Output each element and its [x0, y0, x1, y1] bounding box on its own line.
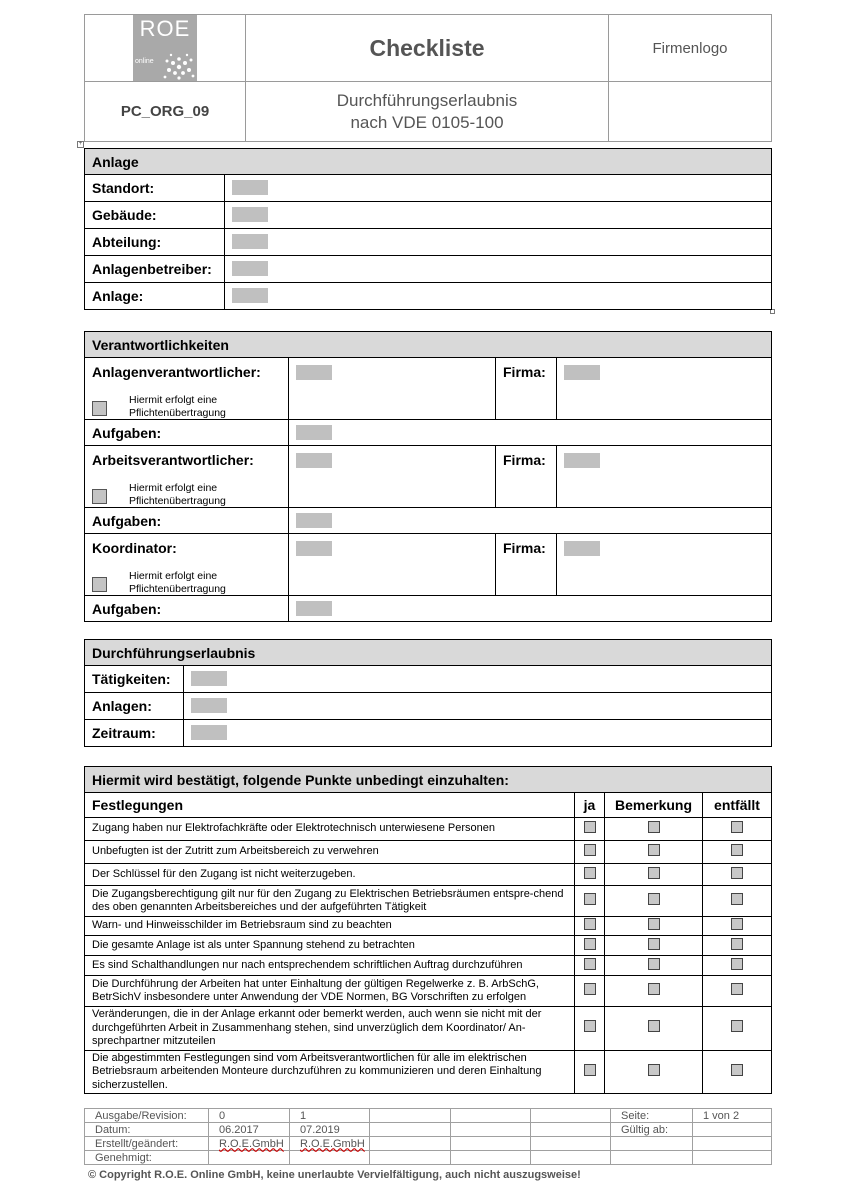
entfaellt-checkbox[interactable] — [731, 893, 743, 905]
document-header — [84, 14, 772, 142]
ja-checkbox[interactable] — [584, 893, 596, 905]
footer-label: Datum: — [85, 1123, 209, 1137]
anlage-input[interactable] — [232, 288, 268, 303]
item-text: Die gesamte Anlage ist als unter Spannung stehend zu betrachten — [85, 936, 575, 956]
anlagen-input[interactable] — [191, 698, 227, 713]
field-label: Gebäude: — [85, 202, 225, 229]
bemerkung-checkbox[interactable] — [648, 893, 660, 905]
footer-label: Genehmigt: — [85, 1151, 209, 1165]
revision-value: 0 — [209, 1109, 290, 1123]
entfaellt-checkbox[interactable] — [731, 1064, 743, 1076]
ja-checkbox[interactable] — [584, 1064, 596, 1076]
tasks-label: Aufgaben: — [85, 420, 289, 446]
delegation-note: Hiermit erfolgt eine Pflichtenübertragung — [129, 394, 226, 419]
bemerkung-checkbox[interactable] — [648, 1020, 660, 1032]
field-label: Anlagen: — [85, 693, 184, 720]
tasks-label: Aufgaben: — [85, 508, 289, 534]
anlagenverantwortlicher-input[interactable] — [296, 365, 332, 380]
table-move-handle[interactable]: + — [78, 141, 83, 147]
item-text: Die Durchführung der Arbeiten hat unter Einhaltung der gültigen Regelwerke z. B. ArbSchG, BetrSichV insbesondere unter Anwendung der VDE Normen, BG Vorschriften zu erfolgen — [85, 976, 575, 1007]
table-row — [85, 864, 772, 886]
bemerkung-checkbox[interactable] — [648, 938, 660, 950]
bemerkung-checkbox[interactable] — [648, 983, 660, 995]
delegation-note: Hiermit erfolgt eine Pflichtenübertragung — [129, 570, 226, 595]
bemerkung-checkbox[interactable] — [648, 867, 660, 879]
entfaellt-checkbox[interactable] — [731, 1020, 743, 1032]
item-text: Die abgestimmten Festlegungen sind vom Arbeitsverantwortlichen für alle im elektrischen Betriebsraum arbeitenden Monteure durchzuführen zu kommunizieren und deren Einhaltung sicherzustellen. — [85, 1050, 575, 1094]
item-text: Es sind Schalthandlungen nur nach entsprechendem schriftlichen Auftrag durchzuführen — [85, 956, 575, 976]
section-title: Anlage — [85, 149, 772, 175]
document-title: Checkliste — [246, 15, 609, 82]
table-row — [85, 936, 772, 956]
footer-label: Gültig ab: — [611, 1123, 693, 1137]
table-row — [85, 1050, 772, 1094]
ja-checkbox[interactable] — [584, 867, 596, 879]
logo-cell — [85, 15, 246, 82]
delegation-checkbox[interactable] — [92, 401, 107, 416]
document-subtitle: Durchführungserlaubnis nach VDE 0105-100 — [246, 82, 609, 142]
entfaellt-checkbox[interactable] — [731, 918, 743, 930]
entfaellt-checkbox[interactable] — [731, 821, 743, 833]
checklist-table — [84, 766, 772, 1094]
footer-label: Ausgabe/Revision: — [85, 1109, 209, 1123]
logo-globe-icon — [161, 51, 197, 81]
table-row — [85, 841, 772, 864]
entfaellt-checkbox[interactable] — [731, 983, 743, 995]
delegation-note: Hiermit erfolgt eine Pflichtenübertragung — [129, 482, 226, 507]
date-value: 06.2017 — [209, 1123, 290, 1137]
aufgaben-input[interactable] — [296, 513, 332, 528]
column-header: Bemerkung — [605, 793, 703, 818]
table-row — [85, 917, 772, 936]
bemerkung-checkbox[interactable] — [648, 958, 660, 970]
bemerkung-checkbox[interactable] — [648, 844, 660, 856]
abteilung-input[interactable] — [232, 234, 268, 249]
ja-checkbox[interactable] — [584, 821, 596, 833]
copyright-notice: © Copyright R.O.E. Online GmbH, keine unerlaubte Vervielfältigung, auch nicht auszugsweise! — [88, 1169, 581, 1181]
field-label: Anlage: — [85, 283, 225, 310]
item-text: Zugang haben nur Elektrofachkräfte oder Elektrotechnisch unterwiesene Personen — [85, 818, 575, 841]
item-text: Unbefugten ist der Zutritt zum Arbeitsbereich zu verwehren — [85, 841, 575, 864]
item-text: Der Schlüssel für den Zugang ist nicht weiterzugeben. — [85, 864, 575, 886]
firma-label: Firma: — [496, 446, 557, 508]
roe-logo: ROE online — [133, 15, 197, 81]
section-title: Durchführungserlaubnis — [85, 640, 772, 666]
column-header: Festlegungen — [85, 793, 575, 818]
verantwortlichkeiten-table — [84, 331, 772, 622]
ja-checkbox[interactable] — [584, 938, 596, 950]
ja-checkbox[interactable] — [584, 918, 596, 930]
durchfuehrung-table — [84, 639, 772, 747]
field-label: Tätigkeiten: — [85, 666, 184, 693]
aufgaben-input[interactable] — [296, 425, 332, 440]
author-value: R.O.E.GmbH — [219, 1137, 284, 1150]
field-label: Zeitraum: — [85, 720, 184, 747]
section-title: Hiermit wird bestätigt, folgende Punkte unbedingt einzuhalten: — [85, 767, 772, 793]
anlagenbetreiber-input[interactable] — [232, 261, 268, 276]
entfaellt-checkbox[interactable] — [731, 958, 743, 970]
bemerkung-checkbox[interactable] — [648, 1064, 660, 1076]
firma-input[interactable] — [564, 453, 600, 468]
table-row — [85, 886, 772, 917]
date-value: 07.2019 — [290, 1123, 370, 1137]
delegation-checkbox[interactable] — [92, 489, 107, 504]
company-logo-placeholder: Firmenlogo — [609, 15, 772, 82]
taetigkeiten-input[interactable] — [191, 671, 227, 686]
footer-label: Erstellt/geändert: — [85, 1137, 209, 1151]
bemerkung-checkbox[interactable] — [648, 918, 660, 930]
firma-input[interactable] — [564, 365, 600, 380]
firma-label: Firma: — [496, 534, 557, 596]
item-text: Veränderungen, die in der Anlage erkannt oder bemerkt werden, auch wenn sie nicht mit der durchgeführten Arbeit in Zusammenhang stehen, sind unverzüglich dem Koordinator/ An-sprechpartner mitzuteilen — [85, 1007, 575, 1051]
anlage-table — [84, 148, 772, 310]
zeitraum-input[interactable] — [191, 725, 227, 740]
role-cell: Koordinator: Hiermit erfolgt eine Pflichtenübertragung — [85, 534, 289, 596]
delegation-checkbox[interactable] — [92, 577, 107, 592]
entfaellt-checkbox[interactable] — [731, 867, 743, 879]
column-header: entfällt — [703, 793, 772, 818]
arbeitsverantwortlicher-input[interactable] — [296, 453, 332, 468]
item-text: Warn- und Hinweisschilder im Betriebsraum sind zu beachten — [85, 917, 575, 936]
aufgaben-input[interactable] — [296, 601, 332, 616]
firma-label: Firma: — [496, 358, 557, 420]
author-value: R.O.E.GmbH — [300, 1137, 365, 1150]
document-id: PC_ORG_09 — [85, 82, 246, 142]
role-cell: Arbeitsverantwortlicher: Hiermit erfolgt eine Pflichtenübertragung — [85, 446, 289, 508]
entfaellt-checkbox[interactable] — [731, 844, 743, 856]
field-label: Abteilung: — [85, 229, 225, 256]
entfaellt-checkbox[interactable] — [731, 938, 743, 950]
field-label: Anlagenbetreiber: — [85, 256, 225, 283]
firma-input[interactable] — [564, 541, 600, 556]
ja-checkbox[interactable] — [584, 844, 596, 856]
revision-footer-table — [84, 1108, 772, 1165]
item-text: Die Zugangsberechtigung gilt nur für den Zugang zu Elektrischen Betriebsräumen entspre-chend des oben genannten Arbeitsbereiches und der aufgeführten Tätigkeit — [85, 886, 575, 917]
ja-checkbox[interactable] — [584, 958, 596, 970]
gebaeude-input[interactable] — [232, 207, 268, 222]
section-title: Verantwortlichkeiten — [85, 332, 772, 358]
revision-value: 1 — [290, 1109, 370, 1123]
page-number: 1 von 2 — [693, 1109, 772, 1123]
tasks-label: Aufgaben: — [85, 596, 289, 622]
standort-input[interactable] — [232, 180, 268, 195]
empty-cell — [609, 82, 772, 142]
table-row — [85, 818, 772, 841]
table-row — [85, 1007, 772, 1051]
bemerkung-checkbox[interactable] — [648, 821, 660, 833]
role-cell: Anlagenverantwortlicher: Hiermit erfolgt eine Pflichtenübertragung — [85, 358, 289, 420]
table-row — [85, 976, 772, 1007]
footer-label: Seite: — [611, 1109, 693, 1123]
field-label: Standort: — [85, 175, 225, 202]
column-header: ja — [575, 793, 605, 818]
ja-checkbox[interactable] — [584, 983, 596, 995]
koordinator-input[interactable] — [296, 541, 332, 556]
ja-checkbox[interactable] — [584, 1020, 596, 1032]
table-row — [85, 956, 772, 976]
